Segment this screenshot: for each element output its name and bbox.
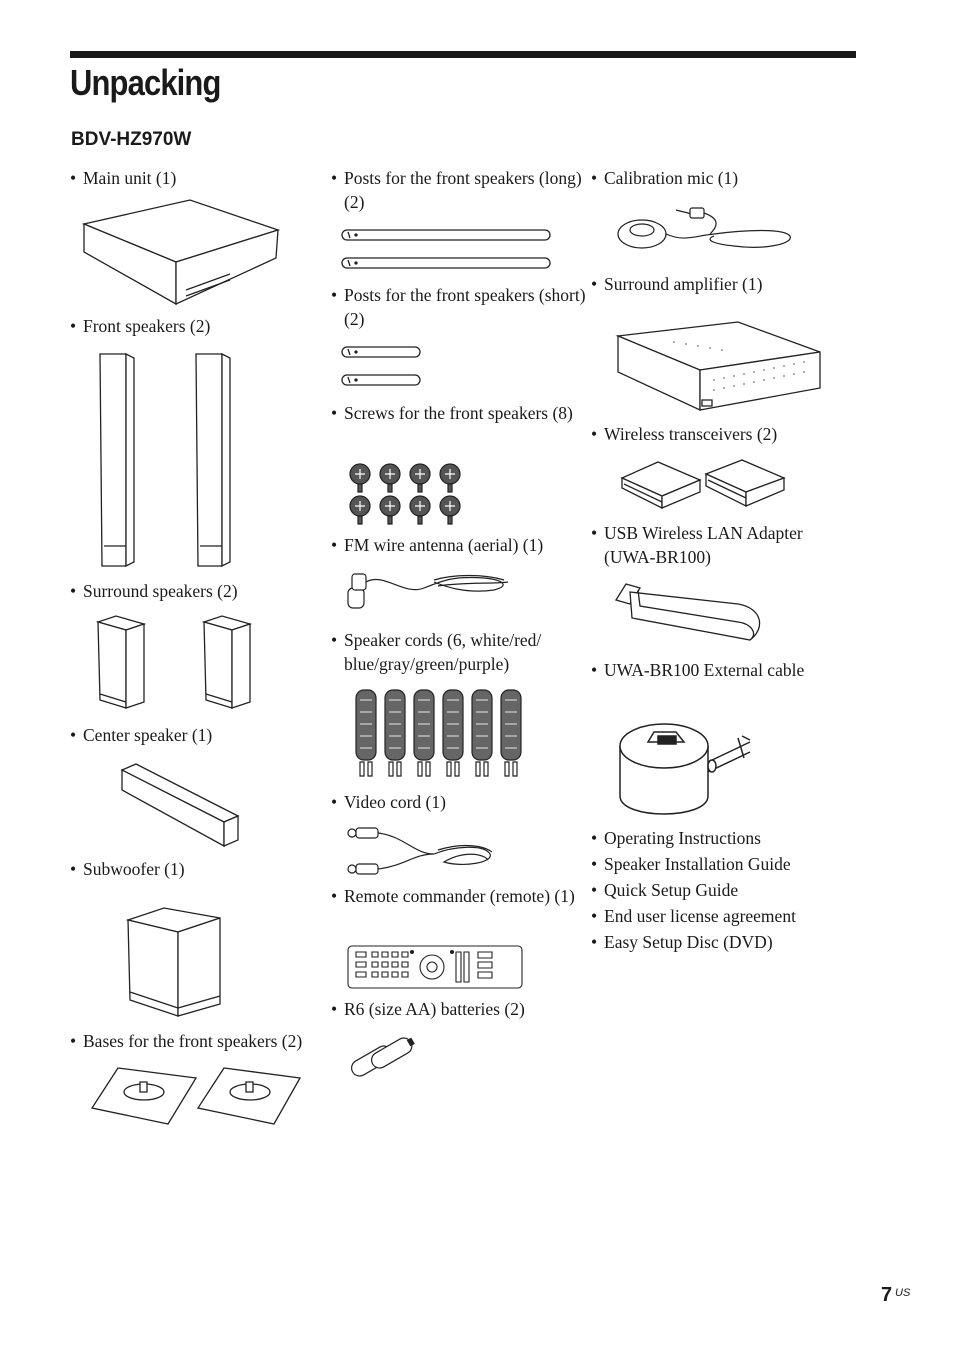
item-front-speakers: • Front speakers (2) — [70, 314, 323, 338]
model-heading: BDV-HZ970W — [71, 129, 192, 150]
item-external-cable: • UWA-BR100 External cable — [591, 658, 854, 682]
item-main-unit: • Main unit (1) — [70, 166, 323, 190]
item-speaker-bases: • Bases for the front speakers (2) — [70, 1029, 343, 1053]
title-rule — [70, 51, 856, 58]
surround-amplifier-icon — [614, 318, 826, 414]
item-quick-setup-guide: • Quick Setup Guide — [591, 878, 864, 902]
page-region-suffix: US — [895, 1287, 911, 1299]
item-speaker-installation-guide: • Speaker Installation Guide — [591, 852, 864, 876]
item-short-posts: • Posts for the front speakers (short) (2) — [331, 283, 594, 331]
speaker-cords-icon — [354, 688, 526, 780]
page-title: Unpacking — [70, 62, 221, 103]
page-number: 7 — [881, 1284, 893, 1306]
item-speaker-cords: • Speaker cords (6, white/red/ blue/gray/green/purple) — [331, 628, 594, 676]
item-license-agreement: • End user license agreement — [591, 904, 864, 928]
calibration-mic-icon — [614, 200, 796, 260]
item-usb-lan-adapter: • USB Wireless LAN Adapter (UWA-BR100) — [591, 521, 854, 569]
item-surround-speakers: • Surround speakers (2) — [70, 579, 323, 603]
batteries-icon — [346, 1032, 418, 1078]
surround-speakers-icon — [92, 612, 256, 714]
item-fm-antenna: • FM wire antenna (aerial) (1) — [331, 533, 594, 557]
video-cord-icon — [344, 824, 496, 880]
subwoofer-icon — [124, 904, 226, 1022]
main-unit-icon — [80, 196, 284, 308]
item-batteries: • R6 (size AA) batteries (2) — [331, 997, 594, 1021]
item-wireless-transceivers: • Wireless transceivers (2) — [591, 422, 854, 446]
item-center-speaker: • Center speaker (1) — [70, 723, 323, 747]
item-subwoofer: • Subwoofer (1) — [70, 857, 323, 881]
item-long-posts: • Posts for the front speakers (long) (2) — [331, 166, 594, 214]
item-remote: • Remote commander (remote) (1) — [331, 884, 594, 908]
short-posts-icon — [340, 344, 424, 388]
fm-antenna-icon — [344, 568, 514, 612]
external-cable-icon — [614, 718, 754, 822]
item-surround-amplifier: • Surround amplifier (1) — [591, 272, 854, 296]
center-speaker-icon — [118, 760, 244, 850]
item-operating-instructions: • Operating Instructions — [591, 826, 864, 850]
long-posts-icon — [340, 226, 554, 272]
usb-lan-adapter-icon — [612, 578, 768, 646]
speaker-bases-icon — [88, 1064, 304, 1128]
item-easy-setup-disc: • Easy Setup Disc (DVD) — [591, 930, 864, 954]
item-screws: • Screws for the front speakers (8) — [331, 401, 594, 425]
front-speakers-icon — [96, 350, 236, 570]
wireless-transceivers-icon — [618, 456, 790, 514]
item-calibration-mic: • Calibration mic (1) — [591, 166, 854, 190]
remote-icon — [346, 944, 524, 990]
item-video-cord: • Video cord (1) — [331, 790, 594, 814]
screws-icon — [346, 462, 468, 526]
